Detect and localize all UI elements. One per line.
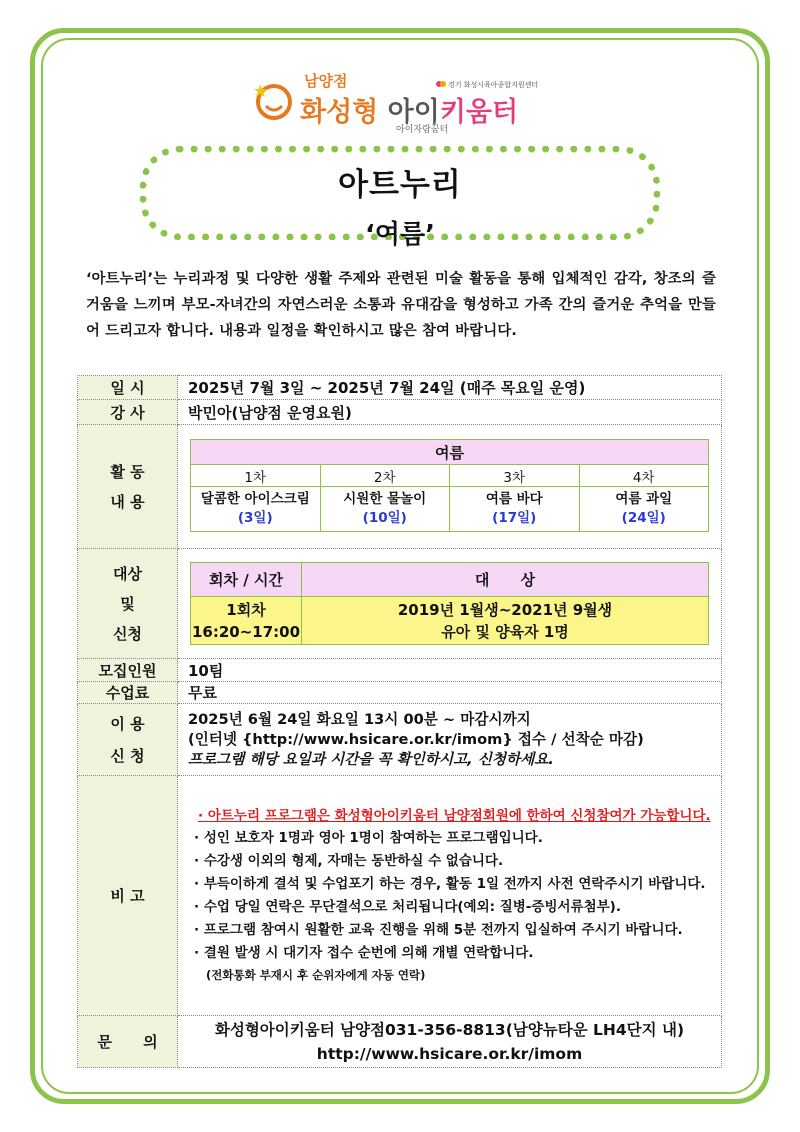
session-date: (24일) [621, 510, 666, 526]
remarks-item: · 부득이하게 결석 및 수업포기 하는 경우, 활동 1일 전까지 사전 연락주시기 바랍니다. [194, 875, 706, 892]
remarks-cell [178, 776, 722, 1016]
logo-title-part3: 키움터 [439, 97, 519, 128]
apply-label [78, 704, 178, 776]
target-label-line2: 및 [120, 594, 135, 613]
title-box [140, 146, 660, 250]
target-header-time: 회차 / 시간 [191, 563, 302, 597]
logo-tagline: 아이자람꿈터 [396, 125, 449, 135]
apply-cell [178, 704, 722, 776]
session-date: (10일) [362, 510, 407, 526]
target-header-target: 대 상 [302, 563, 709, 597]
session-item [320, 487, 450, 532]
apply-label-line2: 신 청 [110, 746, 145, 765]
target-cell [178, 549, 722, 659]
contact-url[interactable]: http://www.hsicare.or.kr/imom [316, 1044, 583, 1063]
center-logo-icon [436, 80, 446, 88]
activity-table [190, 439, 709, 532]
contact-row [78, 1016, 722, 1068]
intro-paragraph: ‘아트누리’는 누리과정 및 다양한 생활 주제와 관련된 미술 활동을 통해 입체적인 감각, 창조의 즐거움을 느끼며 부모-자녀간의 자연스러운 소통과 유대감을 형성하고 가족 간의 즐거운 추억을 만들어 드리고자 합니다. 내용과 일정을 확인하시고 많은 참여 바랍니다. [86, 271, 716, 339]
contact-cell [178, 1016, 722, 1068]
session-title: 여름 과일 [615, 491, 673, 507]
schedule-value: 2025년 7월 3일 ~ 2025년 7월 24일 (매주 목요일 운영) [178, 376, 722, 400]
logo-branch: 남양점 [304, 72, 348, 90]
session-item [191, 487, 321, 532]
recruit-label: 모집인원 [78, 659, 178, 682]
session-num: 2차 [320, 465, 450, 487]
session-num: 3차 [450, 465, 580, 487]
program-info-table [77, 375, 722, 1068]
contact-phone: 화성형아이키움터 남양점031-356-8813(남양뉴타운 LH4단지 내) [214, 1020, 685, 1039]
target-label-line3: 신청 [113, 624, 142, 643]
target-birth-range: 2019년 1월생~2021년 9월생 [397, 600, 613, 619]
remarks-list [186, 827, 713, 965]
fee-label: 수업료 [78, 682, 178, 704]
activity-label [78, 425, 178, 549]
schedule-row [78, 376, 722, 400]
program-title: 아트누리 [338, 167, 462, 203]
remarks-item: · 성인 보호자 1명과 영아 1명이 참여하는 프로그램입니다. [194, 829, 543, 846]
remarks-sub-note: (전화통화 부재시 후 순위자에게 자동 연락) [206, 967, 426, 982]
session-time: 16:20~17:00 [191, 622, 301, 641]
target-label [78, 549, 178, 659]
activity-row [78, 425, 722, 549]
logo-title-part1: 화성형 [300, 97, 388, 128]
target-session [191, 597, 302, 645]
session-title: 달콤한 아이스크림 [200, 491, 310, 507]
session-title: 시원한 물놀이 [343, 491, 427, 507]
remarks-item: · 수강생 이외의 형제, 자매는 동반하실 수 없습니다. [194, 852, 504, 869]
target-label-line1: 대상 [113, 564, 142, 583]
instructor-row [78, 400, 722, 425]
activity-cell [178, 425, 722, 549]
target-participants: 유아 및 양육자 1명 [441, 622, 569, 641]
remarks-row [78, 776, 722, 1016]
schedule-label: 일 시 [78, 376, 178, 400]
apply-note: 프로그램 해당 요일과 시간을 꼭 확인하시고, 신청하세요. [188, 750, 554, 768]
center-name: 경기 화성시육아종합지원센터 [448, 81, 539, 89]
brand-logo [250, 68, 560, 134]
recruit-row [78, 659, 722, 682]
apply-label-line1: 이 용 [110, 714, 145, 733]
instructor-value: 박민아(남양점 운영요원) [178, 400, 722, 425]
apply-row [78, 704, 722, 776]
logo-title-part2: 아이 [387, 97, 440, 128]
remarks-item: · 결원 발생 시 대기자 접수 순번에 의해 개별 연락합니다. [194, 944, 534, 961]
target-row [78, 549, 722, 659]
target-table [190, 562, 709, 645]
smiley-face-icon [254, 80, 294, 120]
instructor-label: 강 사 [78, 400, 178, 425]
session-num: 1차 [191, 465, 321, 487]
remarks-item: · 프로그램 참여시 원활한 교육 진행을 위해 5분 전까지 입실하여 주시기 바랍니다. [194, 921, 683, 938]
contact-label: 문 의 [78, 1016, 178, 1068]
activity-label-line1: 활 동 [110, 462, 145, 481]
activity-label-line2: 내 용 [110, 492, 145, 511]
session-label: 1회차 [226, 600, 266, 619]
recruit-value: 10팀 [178, 659, 722, 682]
session-title: 여름 바다 [485, 491, 543, 507]
apply-period: 2025년 6월 24일 화요일 13시 00분 ~ 마감시까지 [188, 710, 531, 728]
program-season: ‘여름’ [365, 220, 435, 250]
remarks-item: · 수업 당일 연락은 무단결석으로 처리됩니다(예외: 질병-증빙서류첨부). [194, 898, 621, 915]
session-item [579, 487, 709, 532]
fee-value: 무료 [178, 682, 722, 704]
activity-season: 여름 [191, 440, 709, 465]
session-item [450, 487, 580, 532]
session-date: (3일) [237, 510, 273, 526]
apply-method: (인터넷 {http://www.hsicare.or.kr/imom} 접수 / 선착순 마감) [188, 730, 644, 748]
remarks-alert: · 아트누리 프로그램은 화성형아이키움터 남양점회원에 한하여 신청참여가 가능합니다. [198, 807, 711, 824]
session-num: 4차 [579, 465, 709, 487]
remarks-label: 비 고 [78, 776, 178, 1016]
fee-row [78, 682, 722, 704]
session-date: (17일) [492, 510, 537, 526]
target-who [302, 597, 709, 645]
